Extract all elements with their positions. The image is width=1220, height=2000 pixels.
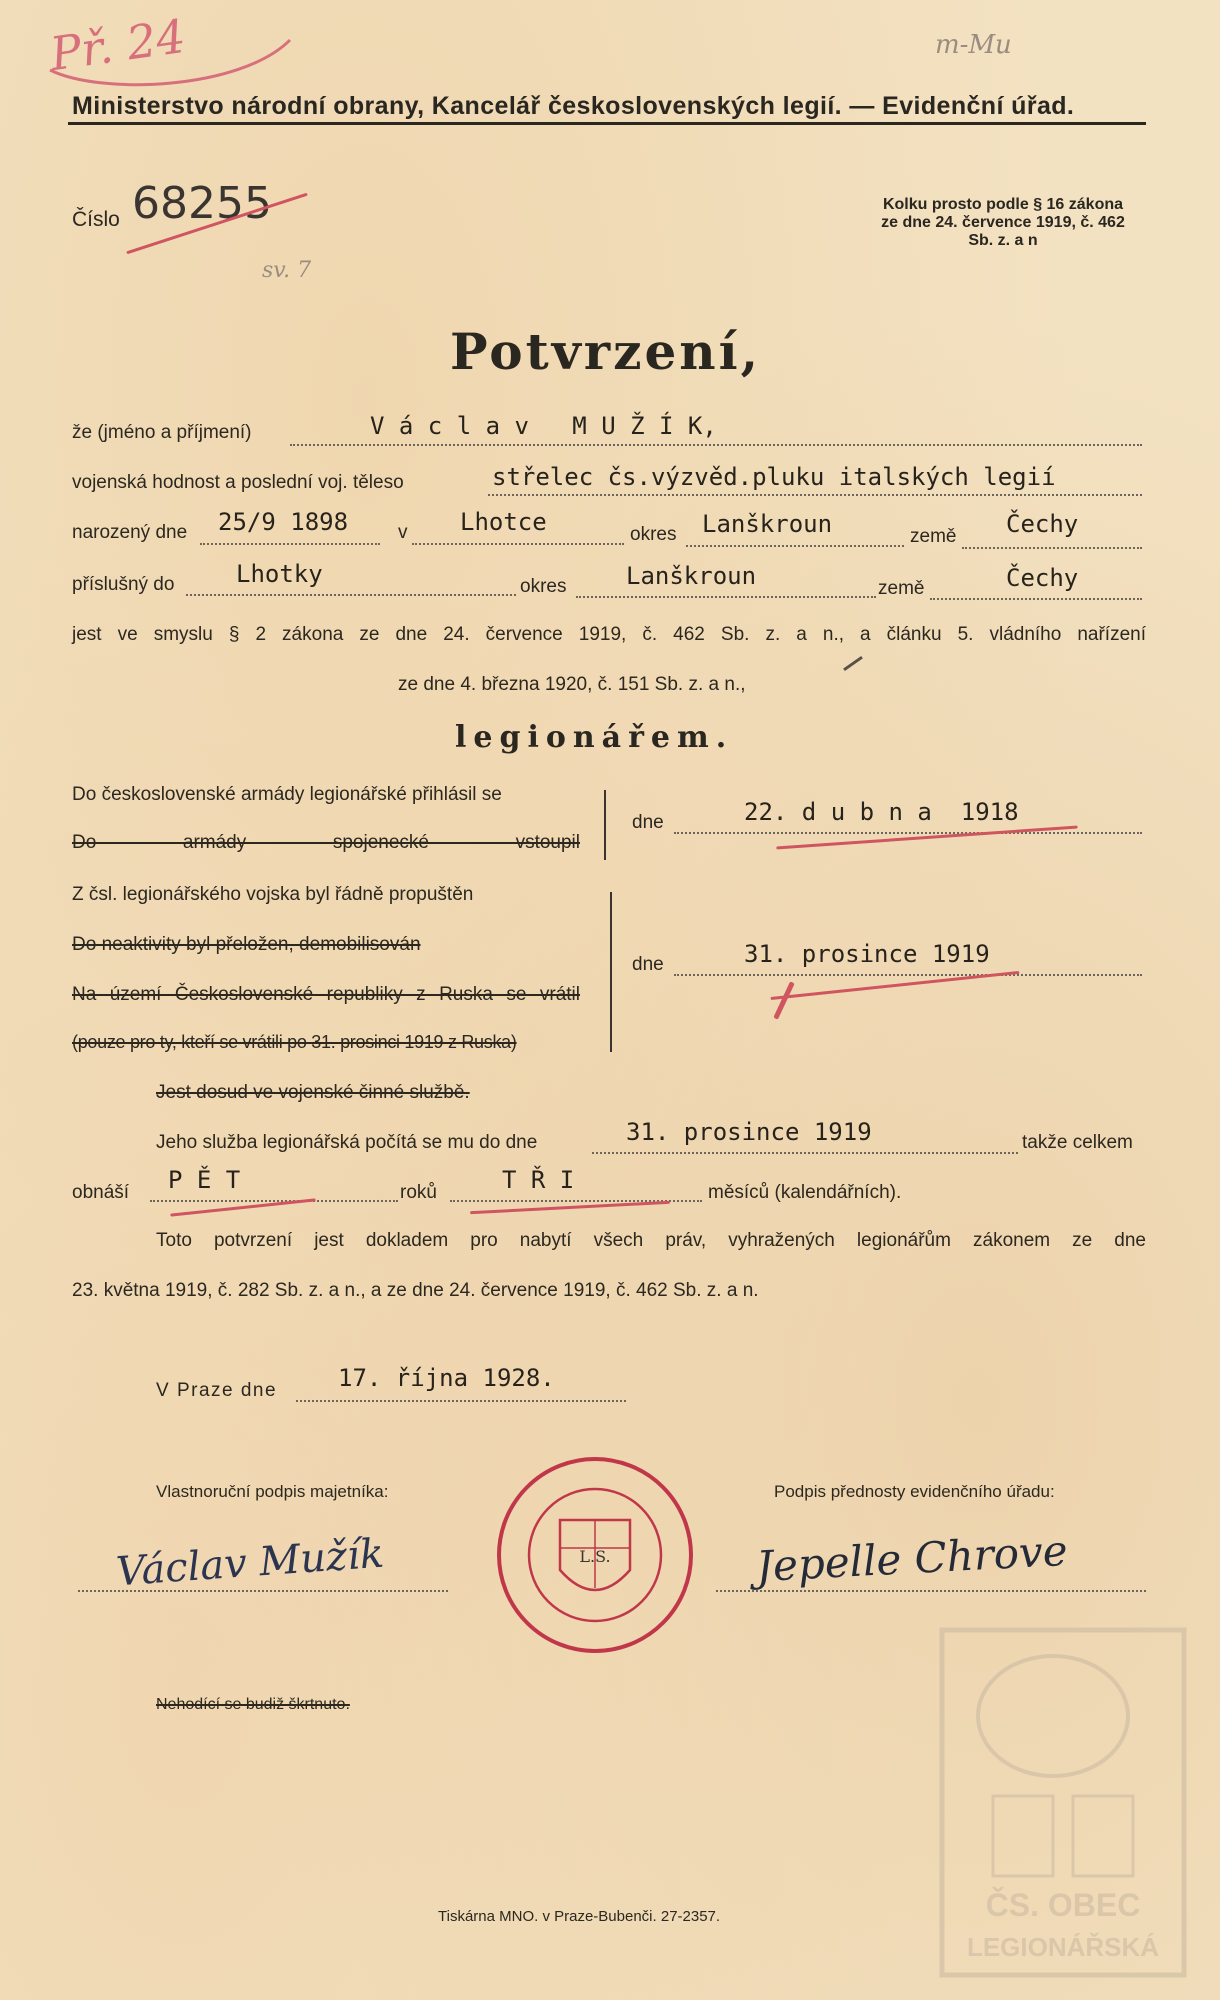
born-land: Čechy — [1006, 510, 1079, 538]
enlist-date-pencil — [776, 825, 1077, 849]
service-months-label: měsíců (kalendářních). — [708, 1182, 902, 1203]
belongs-label: příslušný do — [72, 574, 175, 595]
born-date: 25/9 1898 — [218, 508, 349, 536]
place-date-label: V Praze dne — [156, 1380, 278, 1401]
rank-value: střelec čs.výzvěd.pluku italských legií — [492, 463, 1056, 491]
belongs-zeme-label: země — [878, 578, 925, 599]
belongs-district: Lanškroun — [626, 562, 757, 590]
seal-center-text: L.S. — [579, 1547, 611, 1566]
law-text-line1: jest ve smyslu § 2 zákona ze dne 24. července 1919, č. 462 Sb. z. a n., a článku 5. vládního nařízení — [72, 624, 1146, 645]
number-pencil-note: sv. 7 — [262, 258, 312, 283]
header-rule — [68, 122, 1146, 125]
discharge-dne-label: dne — [632, 954, 664, 975]
legion-watermark — [938, 1626, 1188, 1981]
enlist-date: 22. d u b n a 1918 — [744, 798, 1019, 826]
pencil-circle-mark — [40, 10, 300, 100]
official-seal — [490, 1450, 700, 1660]
service-counted-date: 31. prosince 1919 — [626, 1118, 872, 1146]
discharge-date: 31. prosince 1919 — [744, 940, 990, 968]
fee-note-line3: Sb. z. a n — [968, 232, 1038, 249]
watermark-line1: ČS. OBEC — [985, 1887, 1141, 1923]
enlist-dne-label: dne — [632, 812, 664, 833]
born-date-dotted — [200, 543, 380, 545]
fee-note-line1: Kolku prosto podle § 16 zákona — [882, 196, 1124, 213]
strike-note: Nehodící se budiž škrtnuto. — [156, 1696, 350, 1713]
discharge-line4-struck: (pouze pro ty, kteří se vrátili po 31. prosinci 1919 z Ruska) — [72, 1032, 517, 1052]
enlist-line1: Do československé armády legionářské přihlásil se — [72, 784, 502, 805]
born-place-dotted — [412, 543, 624, 545]
name-label: že (jméno a příjmení) — [72, 422, 252, 443]
discharge-line2-struck: Do neaktivity byl přeložen, demobilisován — [72, 934, 421, 955]
head-signature-label: Podpis přednosty evidenčního úřadu: — [774, 1482, 1055, 1501]
born-in-label: v — [398, 522, 408, 543]
rank-dotted-line — [488, 494, 1142, 496]
head-signature: Jepelle Chrove — [754, 1525, 1069, 1592]
born-district: Lanškroun — [702, 510, 833, 538]
service-years-value: P Ě T — [168, 1166, 241, 1194]
belongs-land-dotted — [930, 598, 1142, 600]
born-label: narozený dne — [72, 522, 188, 543]
number-label: Číslo — [72, 208, 120, 231]
born-district-dotted — [686, 545, 904, 547]
fee-note — [860, 196, 1146, 250]
pencil-tick — [843, 656, 863, 671]
service-months-pencil — [470, 1201, 670, 1214]
born-okres-label: okres — [630, 524, 677, 545]
rank-label: vojenská hodnost a poslední voj. těleso — [72, 472, 404, 493]
enlist-line2-struck: Do armády spojenecké vstoupil — [72, 832, 580, 853]
service-amounts-label: obnáší — [72, 1182, 130, 1203]
page-title: Potvrzení, — [450, 322, 762, 381]
status-heading: legionářem. — [455, 720, 734, 755]
enlist-date-dotted — [674, 832, 1142, 834]
watermark-line2: LEGIONÁŘSKÁ — [966, 1932, 1160, 1962]
belongs-land: Čechy — [1006, 564, 1079, 592]
discharge-date-dotted — [674, 974, 1142, 976]
still-serving-struck: Jest dosud ve vojenské činné službě. — [156, 1082, 470, 1103]
document-number: 68255 — [132, 178, 272, 229]
service-months-value: T Ř I — [502, 1166, 575, 1194]
discharge-line1: Z čsl. legionářského vojska byl řádně propuštěn — [72, 884, 474, 905]
law-text-line2: ze dne 4. března 1920, č. 151 Sb. z. a n., — [398, 674, 746, 695]
service-total-label: takže celkem — [1022, 1132, 1133, 1153]
place-date-value: 17. října 1928. — [338, 1364, 555, 1392]
discharge-pencil-check — [773, 981, 794, 1019]
belongs-place: Lhotky — [236, 560, 323, 588]
service-date-dotted — [592, 1152, 1018, 1154]
pencil-note-top-right: m-Mu — [935, 30, 1012, 60]
owner-signature: Václav Mužík — [114, 1530, 386, 1596]
belongs-district-dotted — [576, 596, 876, 598]
name-dotted-line — [290, 444, 1142, 446]
pencil-reference-mark: Př. 24 — [46, 8, 189, 82]
proof-text-line2: 23. května 1919, č. 282 Sb. z. a n., a ze dne 24. července 1919, č. 462 Sb. z. a n. — [72, 1280, 759, 1301]
place-date-dotted — [296, 1400, 626, 1402]
head-signature-dotted — [716, 1590, 1146, 1592]
header-title: Ministerstvo národní obrany, Kancelář československých legií. — Evidenční úřad. — [72, 92, 1075, 120]
belongs-okres-label: okres — [520, 576, 567, 597]
discharge-line3-struck: Na území Československé republiky z Ruska se vrátil — [72, 984, 580, 1005]
born-place: Lhotce — [460, 508, 547, 536]
enlist-brace — [604, 790, 606, 860]
discharge-brace — [610, 892, 612, 1052]
born-zeme-label: země — [910, 526, 957, 547]
owner-signature-label: Vlastnoruční podpis majetníka: — [156, 1482, 389, 1501]
printer-line: Tiskárna MNO. v Praze-Bubenči. 27-2357. — [438, 1908, 721, 1925]
service-counted-label: Jeho služba legionářská počítá se mu do dne — [156, 1132, 538, 1153]
born-land-dotted — [962, 547, 1142, 549]
name-value: V á c l a v M U Ž Í K, — [370, 412, 717, 440]
belongs-place-dotted — [186, 594, 516, 596]
service-years-label: roků — [400, 1182, 437, 1203]
fee-note-line2: ze dne 24. července 1919, č. 462 — [881, 214, 1125, 231]
proof-text-line1: Toto potvrzení jest dokladem pro nabytí všech práv, vyhražených legionářům zákonem ze dne — [156, 1230, 1146, 1251]
